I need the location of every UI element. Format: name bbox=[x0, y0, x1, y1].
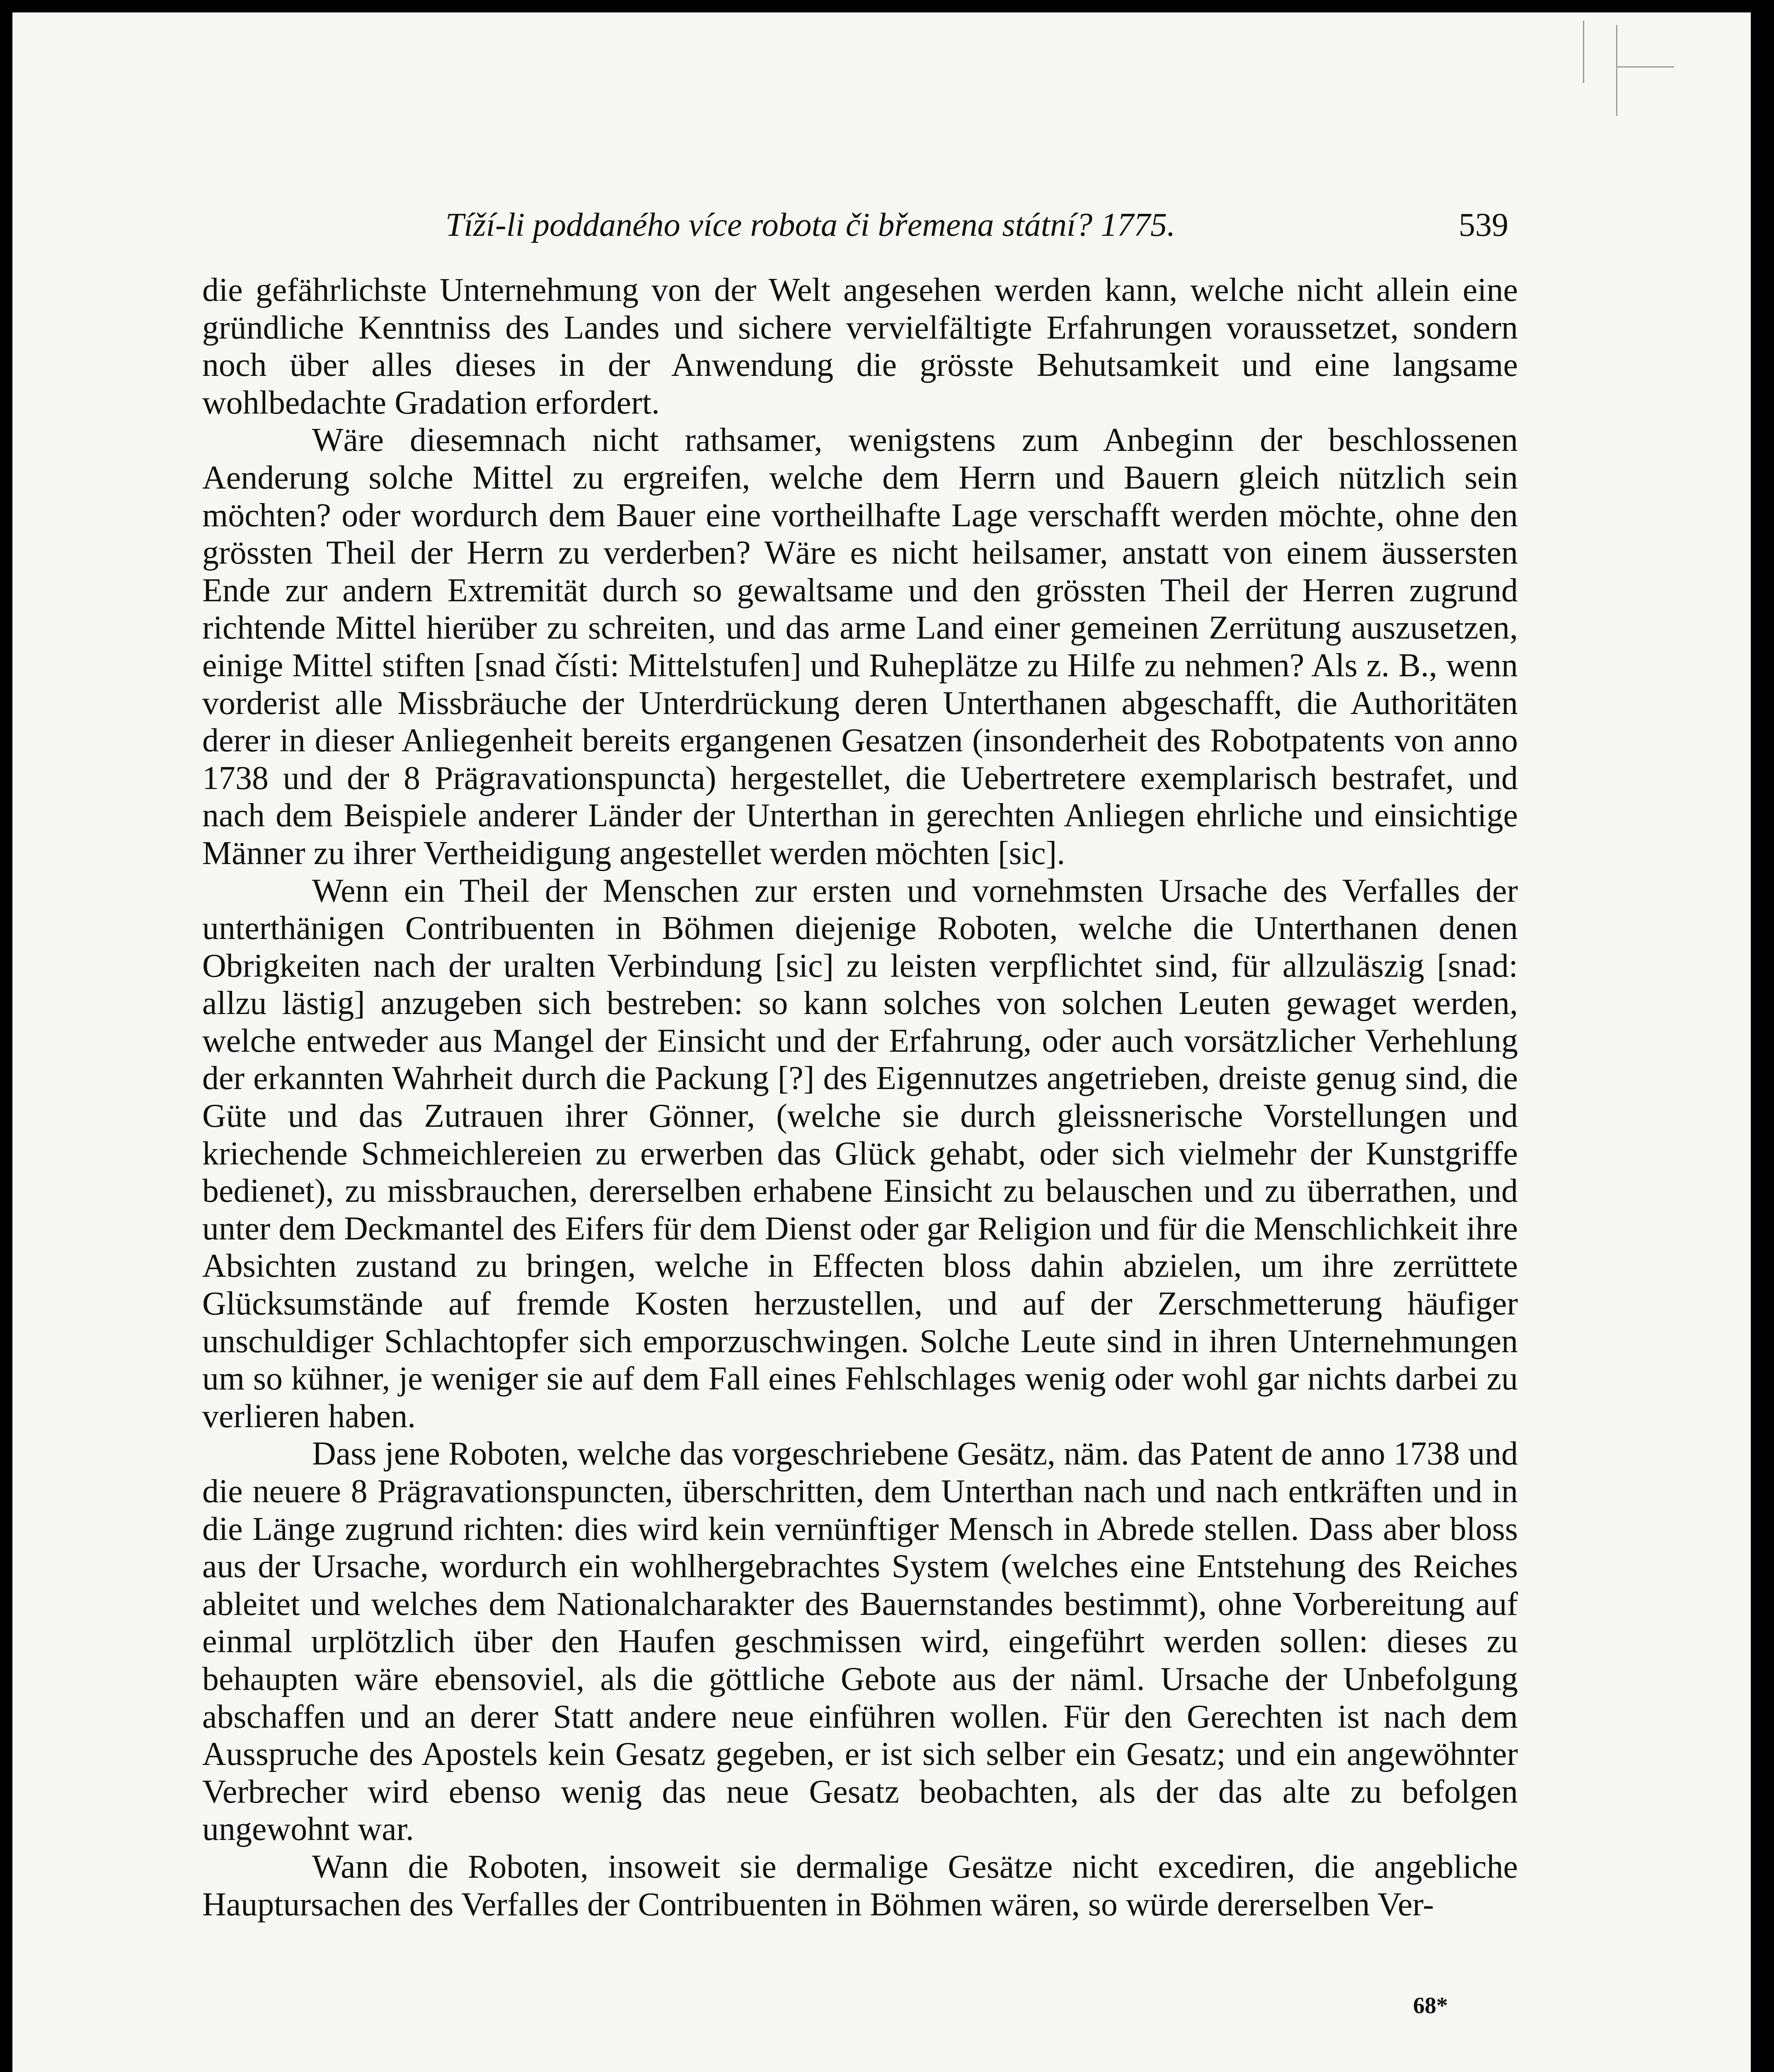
running-title: Tíží-li poddaného více robota či břemena státní? 1775. bbox=[445, 207, 1176, 243]
scan-edge-mark bbox=[1616, 25, 1617, 116]
paragraph: Wenn ein Theil der Menschen zur ersten und vornehmsten Ursache des Verfalles der unterthänigen Contribuenten in Böhmen diejenige Roboten, welche die Unterthanen denen Obrigkeiten nach der uralten Verbindung [sic] zu leisten verpflichtet sind, für allzuläszig [snad: allzu lästig] anzugeben sich bestreben: so kann solches von solchen Leuten gewaget werden, welche entweder aus Mangel der Einsicht und der Erfahrung, oder auch vorsätzlicher Verhehlung der erkannten Wahrheit durch die Packung [?] des Eigennutzes angetrieben, dreiste genug sind, die Güte und das Zutrauen ihrer Gönner, (welche sie durch gleissnerische Vorstellungen und kriechende Schmeichlereien zu erwerben das Glück gehabt, oder sich vielmehr der Kunstgriffe bedienet), zu missbrauchen, dererselben erhabene Einsicht zu belauschen und zu überrathen, und unter dem Deckmantel des Eifers für dem Dienst oder gar Religion und für die Menschlichkeit ihre Absichten zustand zu bringen, welche in Effecten bloss dahin abzielen, um ihre zerrüttete Glücksumstände auf fremde Kosten herzustellen, und auf der Zerschmetterung häufiger unschuldiger Schlachtopfer sich emporzuschwingen. Solche Leute sind in ihren Unternehmungen um so kühner, je weniger sie auf dem Fall eines Fehlschlages wenig oder wohl gar nichts darbei zu verlieren haben. bbox=[202, 872, 1518, 1435]
paragraph: Wäre diesemnach nicht rathsamer, wenigstens zum Anbeginn der beschlossenen Aenderung solche Mittel zu ergreifen, welche dem Herrn und Bauern gleich nützlich sein möchten? oder wordurch dem Bauer eine vortheilhafte Lage verschafft werden möchte, ohne den grössten Theil der Herrn zu verderben? Wäre es nicht heilsamer, anstatt von einem äussersten Ende zur andern Extremität durch so gewaltsame und den grössten Theil der Herren zugrund richtende Mittel hierüber zu schreiten, und das arme Land einer gemeinen Zerrütung auszusetzen, einige Mittel stiften [snad čísti: Mittelstufen] und Ruheplätze zu Hilfe zu nehmen? Als z. B., wenn vorderist alle Missbräuche der Unterdrückung deren Unterthanen abgeschafft, die Authoritäten derer in dieser Anliegenheit bereits ergangenen Gesatzen (insonderheit des Robotpatents von anno 1738 und der 8 Prägravationspuncta) hergestellet, die Uebertretere exemplarisch bestrafet, und nach dem Beispiele anderer Länder der Unterthan in gerechten Anliegen ehrliche und einsichtige Männer zu ihrer Vertheidigung angestellet werden möchten [sic]. bbox=[202, 422, 1518, 871]
page-header bbox=[12, 206, 1751, 252]
signature-mark: 68* bbox=[1413, 1993, 1448, 2019]
paragraph: die gefährlichste Unternehmung von der Welt angesehen werden kann, welche nicht allein eine gründliche Kenntniss des Landes und sichere vervielfältigte Erfahrungen voraussetzet, sondern noch über alles dieses in der Anwendung die grösste Behutsamkeit und eine langsame wohlbedachte Gradation erfordert. bbox=[202, 272, 1518, 421]
body-text bbox=[202, 271, 1518, 1923]
scan-edge-mark bbox=[1616, 66, 1674, 68]
scan-edge-mark bbox=[1583, 21, 1584, 83]
paragraph: Wann die Roboten, insoweit sie dermalige Gesätze nicht excediren, die angebliche Hauptursachen des Verfalles der Contribuenten in Böhmen wären, so würde dererselben Ver- bbox=[202, 1848, 1518, 1923]
document-page bbox=[12, 12, 1751, 2072]
paragraph: Dass jene Roboten, welche das vorgeschriebene Gesätz, näm. das Patent de anno 1738 und die neuere 8 Prägravationspuncten, überschritten, dem Unterthan nach und nach entkräften und in die Länge zugrund richten: dies wird kein vernünftiger Mensch in Abrede stellen. Dass aber bloss aus der Ursache, wordurch ein wohlhergebrachtes System (welches eine Entstehung des Reiches ableitet und welches dem Nationalcharakter des Bauernstandes bestimmt), ohne Vorbereitung auf einmal urplötzlich über den Haufen geschmissen wird, eingeführt werden sollen: dieses zu behaupten wäre ebensoviel, als die göttliche Gebote aus der näml. Ursache der Unbefolgung abschaffen und an derer Statt andere neue einführen wollen. Für den Gerechten ist nach dem Ausspruche des Apostels kein Gesatz gegeben, er ist sich selber ein Gesatz; und ein angewöhnter Verbrecher wird ebenso wenig das neue Gesatz beobachten, als der das alte zu befolgen ungewohnt war. bbox=[202, 1435, 1518, 1848]
page-number: 539 bbox=[1459, 207, 1508, 243]
